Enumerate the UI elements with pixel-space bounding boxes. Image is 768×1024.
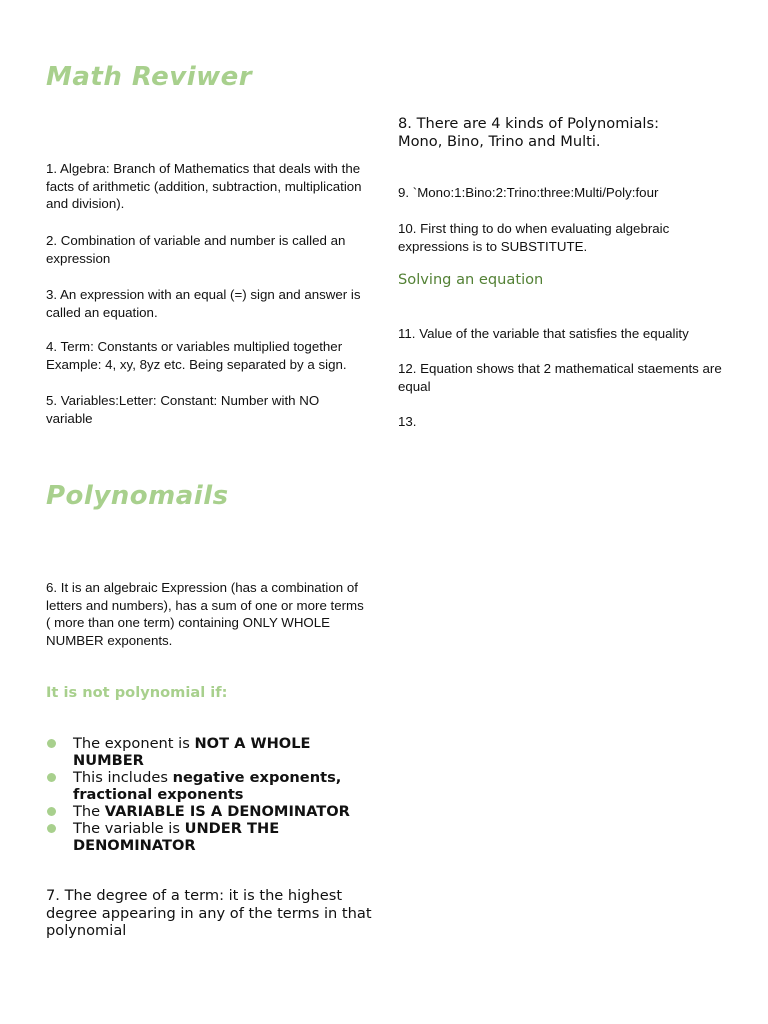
solving-equation-heading: Solving an equation [398, 271, 544, 288]
list-item [46, 735, 376, 769]
item-10-paragraph: 10. First thing to do when evaluating algebraic expressions is to SUBSTITUTE. [398, 221, 670, 254]
list-item-text: The [73, 803, 105, 820]
list-item-text: This includes [73, 769, 173, 786]
bullet-dot-icon [47, 807, 56, 816]
bullet-dot-icon [47, 824, 56, 833]
not-polynomial-list [46, 735, 376, 854]
list-item-text: The variable is [73, 820, 185, 837]
list-item [46, 769, 376, 803]
not-polynomial-heading: It is not polynomial if: [46, 684, 228, 701]
item-2-paragraph: 2. Combination of variable and number is called an expression [46, 233, 346, 266]
item-8-paragraph: 8. There are 4 kinds of Polynomials: Mono, Bino, Trino and Multi. [398, 115, 659, 150]
list-item-bold-text: negative exponents, fractional exponents [73, 769, 342, 803]
item-11-paragraph: 11. Value of the variable that satisfies the equality [398, 326, 689, 341]
item-7-paragraph: 7. The degree of a term: it is the highest degree appearing in any of the terms in that polynomial [46, 887, 372, 939]
section-title-polynomials: Polynomails [46, 481, 229, 511]
item-9-paragraph: 9. `Mono:1:Bino:2:Trino:three:Multi/Poly:four [398, 185, 659, 200]
list-item-bold-text: UNDER THE DENOMINATOR [73, 820, 280, 854]
item-1-paragraph: 1. Algebra: Branch of Mathematics that deals with the facts of arithmetic (addition, subtraction, multiplication and division). [46, 161, 362, 211]
list-item-bold-text: NOT A WHOLE NUMBER [73, 735, 311, 769]
item-4-paragraph: 4. Term: Constants or variables multiplied together Example: 4, xy, 8yz etc. Being separated by a sign. [46, 339, 347, 372]
item-6-paragraph: 6. It is an algebraic Expression (has a combination of letters and numbers), has a sum of one or more terms ( more than one term) containing ONLY WHOLE NUMBER exponents. [46, 580, 364, 648]
item-3-paragraph: 3. An expression with an equal (=) sign and answer is called an equation. [46, 287, 361, 320]
page-title: Math Reviwer [46, 62, 253, 92]
item-12-paragraph: 12. Equation shows that 2 mathematical staements are equal [398, 361, 722, 394]
list-item-bold-text: VARIABLE IS A DENOMINATOR [104, 803, 350, 820]
list-item [46, 820, 376, 854]
item-5-paragraph: 5. Variables:Letter: Constant: Number with NO variable [46, 393, 320, 426]
bullet-dot-icon [47, 773, 56, 782]
item-13-paragraph: 13. [398, 414, 417, 429]
list-item [46, 803, 376, 820]
bullet-dot-icon [47, 739, 56, 748]
list-item-text: The exponent is [73, 735, 195, 752]
